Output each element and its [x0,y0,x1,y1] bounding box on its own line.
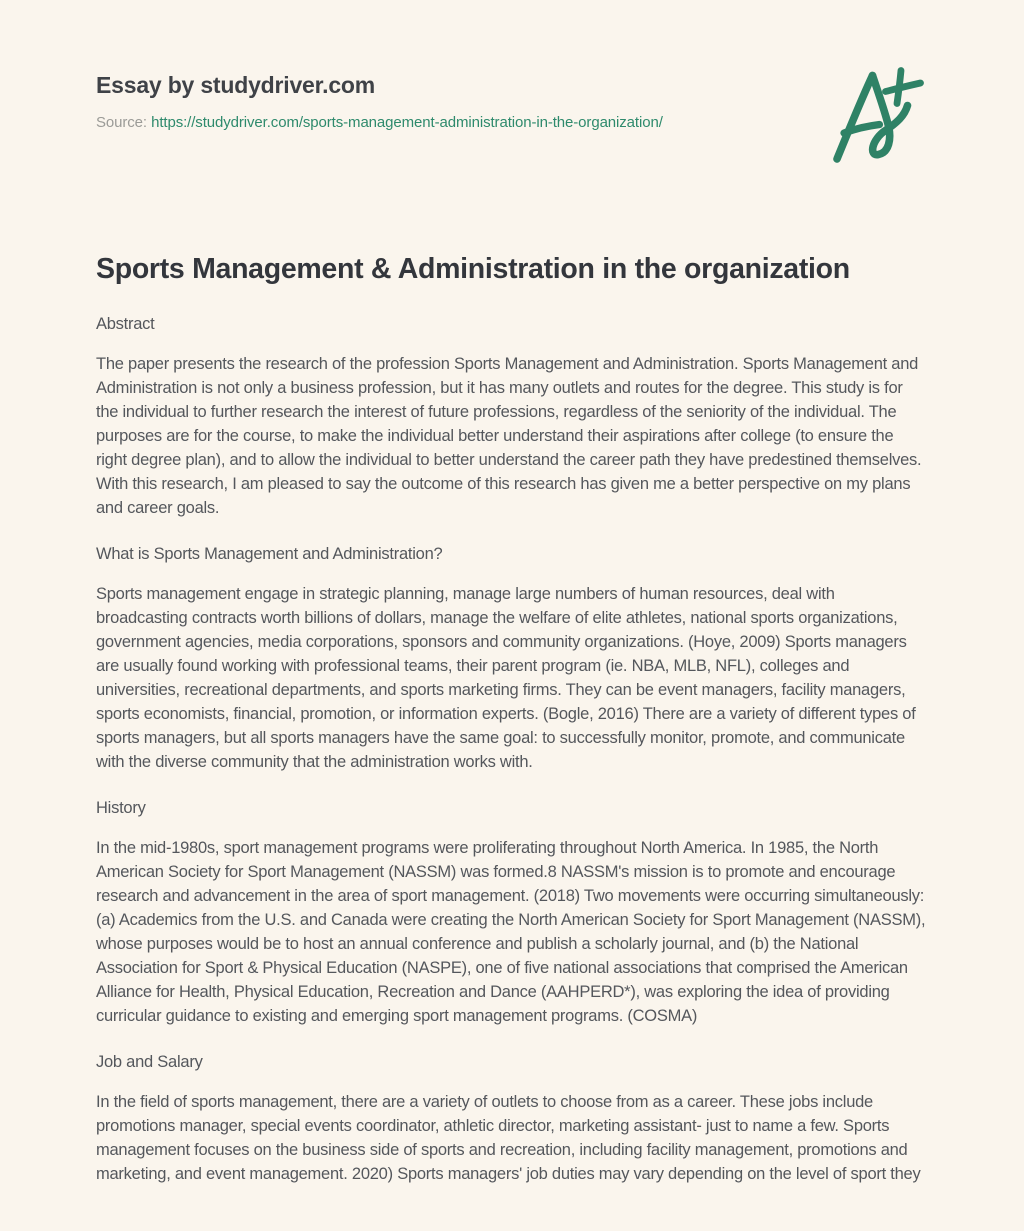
header-text-block [96,72,663,131]
section-heading: Abstract [96,314,155,333]
a-plus-logo-icon [828,62,928,168]
section-paragraph: In the field of sports management, there are a variety of outlets to choose from as a career. These jobs include promotions manager, special events coordinator, athletic director, marketing assistant- just to name a few. Sports management focuses on the business side of sports and recreation, including facility management, promotions and marketing, and event management. 2020) Sports managers' job duties may vary depending on the level of sport they [96,1092,921,1183]
section-abstract [96,312,928,520]
section-heading: History [96,798,146,817]
section-heading: Job and Salary [96,1052,203,1071]
article-title: Sports Management & Administration in the organization [96,253,850,285]
section-heading: What is Sports Management and Administration? [96,544,443,563]
section-paragraph: The paper presents the research of the profession Sports Management and Administration. Sports Management and Administration is not only a business profession, but it has many outlets and routes for the degree. This study is for the individual to further research the interest of future professions, regardless of the seniority of the individual. The purposes are for the course, to make the individual better understand their aspirations after college (to ensure the right degree plan), and to allow the individual to better understand the career path they have predestined themselves. With this research, I am pleased to say the outcome of this research has given me a better perspective on my plans and career goals. [96,354,922,517]
page-header [96,62,928,168]
section-what-is [96,542,928,774]
section-paragraph: In the mid-1980s, sport management programs were proliferating throughout North America. In 1985, the North American Society for Sport Management (NASSM) was formed.8 NASSM's mission is to promote and encourage research and advancement in the area of sport management. (2018) Two movements were occurring simultaneously: (a) Academics from the U.S. and Canada were creating the North American Society for Sport Management (NASSM), whose purposes would be to host an annual conference and publish a scholarly journal, and (b) the National Association for Sport & Physical Education (NASPE), one of five national associations that comprised the American Alliance for Health, Physical Education, Recreation and Dance (AAHPERD*), was exploring the idea of providing curricular guidance to existing and emerging sport management programs. (COSMA) [96,838,926,1025]
section-paragraph: Sports management engage in strategic planning, manage large numbers of human resources, deal with broadcasting contracts worth billions of dollars, manage the welfare of elite athletes, national sports organizations, government agencies, media corporations, sponsors and community organizations. (Hoye, 2009) Sports managers are usually found working with professional teams, their parent program (ie. NBA, MLB, NFL), colleges and universities, recreational departments, and sports marketing firms. They can be event managers, facility managers, sports economists, financial, promotion, or information experts. (Bogle, 2016) There are a variety of different types of sports managers, but all sports managers have the same goal: to successfully monitor, promote, and communicate with the diverse community that the administration works with. [96,584,916,771]
source-row [96,114,663,131]
section-job-and-salary [96,1050,928,1186]
source-link[interactable]: https://studydriver.com/sports-management-administration-in-the-organization/ [151,114,663,131]
source-label: Source: [96,114,147,131]
section-history [96,796,928,1028]
header-title: Essay by studydriver.com [96,72,376,98]
